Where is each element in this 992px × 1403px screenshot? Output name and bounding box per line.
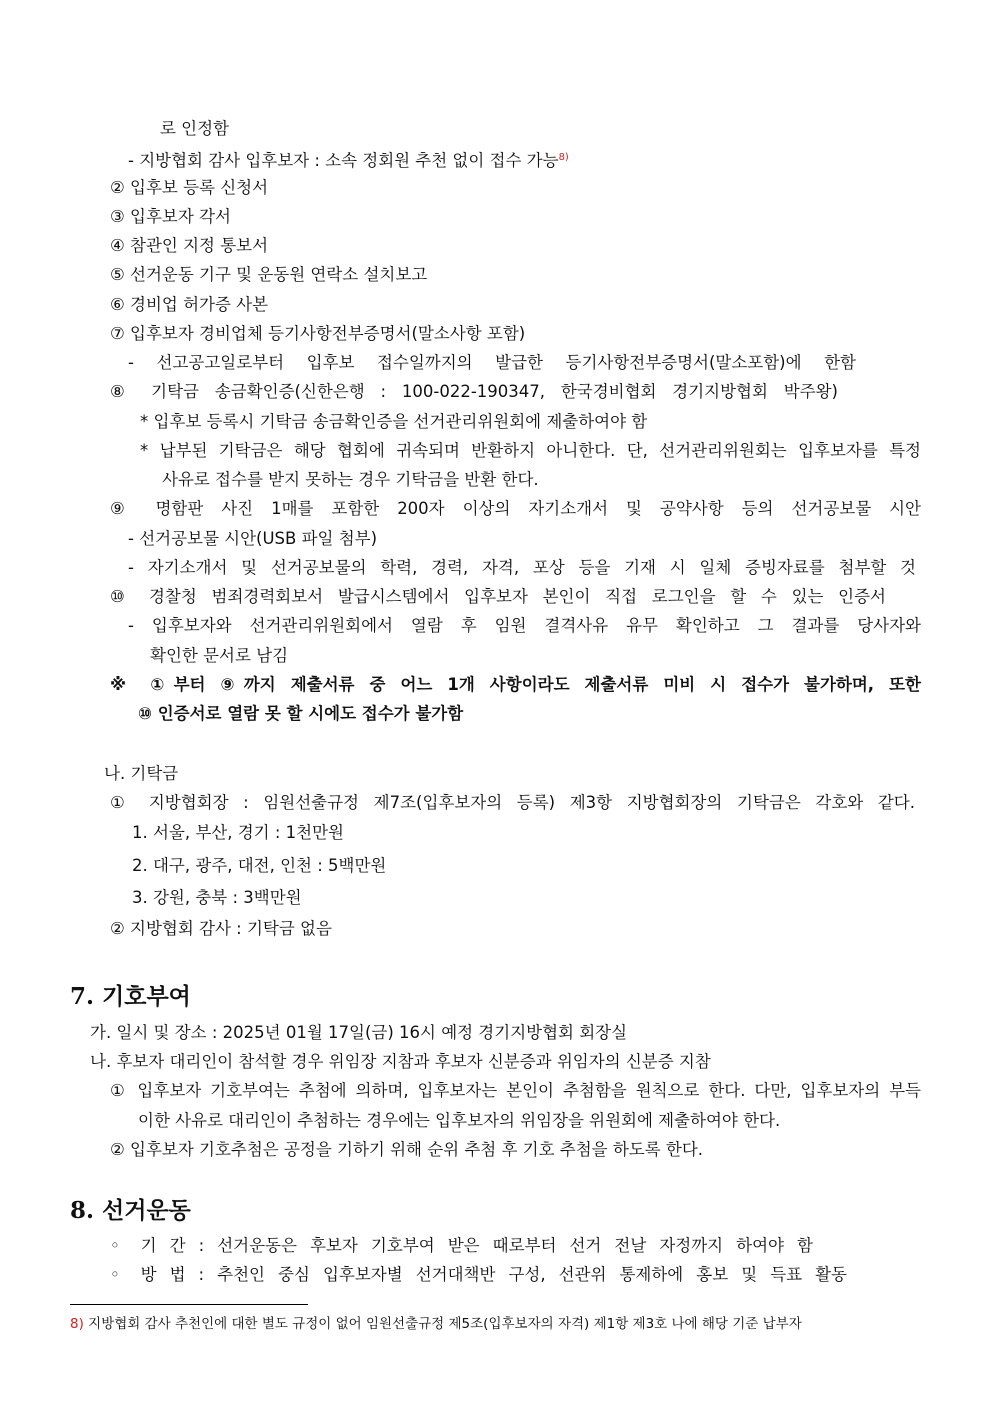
doc-item-6: ⑥ 경비업 허가증 사본 xyxy=(110,295,269,314)
doc-item-4: ④ 참관인 지정 통보서 xyxy=(110,236,269,255)
section-8-title: 8. 선거운동 xyxy=(70,1197,191,1224)
doc-line-audit-candidate xyxy=(128,147,569,172)
section-7-title: 7. 기호부여 xyxy=(70,983,191,1010)
doc-item-8-note-2: * 납부된 기탁금은 해당 협회에 귀속되며 반환하지 아니한다. 단, 선거관리위원회는 입후보자를 특정 xyxy=(140,441,921,460)
section-8-method: ◦ 방 법 : 추천인 중심 입후보자별 선거대책반 구성, 선관위 통제하에 홍보 및 득표 활동 xyxy=(110,1265,847,1284)
doc-item-9: ⑨ 명함판 사진 1매를 포함한 200자 이상의 자기소개서 및 공약사항 등의 선거공보물 시안 xyxy=(110,499,921,518)
doc-item-10-note: - 입후보자와 선거관리위원회에서 열람 후 임원 결격사유 유무 확인하고 그 결과를 당사자와 xyxy=(128,616,921,635)
doc-item-9-note-2: - 자기소개서 및 선거공보물의 학력, 경력, 자격, 포상 등을 기재 시 일체 증빙자료를 첨부할 것 xyxy=(128,558,916,577)
section-7-item-2: ② 입후보자 기호추첨은 공정을 기하기 위해 순위 추첨 후 기호 추첨을 하도록 한다. xyxy=(110,1140,704,1159)
deposit-tier-3: 3. 강원, 충북 : 3백만원 xyxy=(132,888,302,907)
doc-item-10: ⑩ 경찰청 범죄경력회보서 발급시스템에서 입후보자 본인이 직접 로그인을 할 수 있는 인증서 xyxy=(110,587,886,606)
doc-item-10-note-cont: 확인한 문서로 남김 xyxy=(150,646,289,665)
section-7-item-1-cont: 이한 사유로 대리인이 추첨하는 경우에는 입후보자의 위임장을 위원회에 제출하여야 한다. xyxy=(138,1111,781,1130)
section-7-item-1: ① 입후보자 기호부여는 추첨에 의하며, 입후보자는 본인이 추첨함을 원칙으로 한다. 다만, 입후보자의 부득 xyxy=(110,1081,921,1100)
doc-item-8-note-2-cont: 사유로 접수를 받지 못하는 경우 기탁금을 반환 한다. xyxy=(162,470,539,489)
warning-note: ※ ①부터 ⑨까지 제출서류 중 어느 1개 사항이라도 제출서류 미비 시 접수가 불가하며, 또한 xyxy=(110,675,921,694)
deposit-item-2: ② 지방협회 감사 : 기탁금 없음 xyxy=(110,919,332,938)
doc-item-7: ⑦ 입후보자 경비업체 등기사항전부증명서(말소사항 포함) xyxy=(110,324,526,343)
footnote-ref-8[interactable]: 8) xyxy=(558,152,569,163)
deposit-tier-1: 1. 서울, 부산, 경기 : 1천만원 xyxy=(132,823,344,842)
doc-line-audit-candidate-text: - 지방협회 감사 입후보자 : 소속 정회원 추천 없이 접수 가능 xyxy=(128,151,559,170)
footnote-text: 지방협회 감사 추천인에 대한 별도 규정이 없어 임원선출규정 제5조(입후보자의 자격) 제1항 제3호 나에 해당 기준 납부자 xyxy=(88,1316,802,1332)
section-8-period: ◦ 기 간 : 선거운동은 후보자 기호부여 받은 때로부터 선거 전날 자정까지 하여야 함 xyxy=(110,1236,813,1255)
doc-item-8-note-1: * 입후보 등록시 기탁금 송금확인증을 선거관리위원회에 제출하여야 함 xyxy=(140,412,648,431)
doc-item-7-note: - 선고공고일로부터 입후보 접수일까지의 발급한 등기사항전부증명서(말소포함)에 한함 xyxy=(128,353,856,372)
doc-item-9-note-1: - 선거공보물 시안(USB 파일 첨부) xyxy=(128,529,378,548)
footnote-8 xyxy=(70,1315,802,1333)
doc-line-continued: 로 인정함 xyxy=(160,119,230,138)
footnote-number: 8) xyxy=(70,1316,84,1332)
doc-item-2: ② 입후보 등록 신청서 xyxy=(110,178,269,197)
deposit-heading: 나. 기탁금 xyxy=(104,764,179,783)
section-7-line-2: 나. 후보자 대리인이 참석할 경우 위임장 지참과 후보자 신분증과 위임자의 신분증 지참 xyxy=(90,1052,711,1071)
deposit-tier-2: 2. 대구, 광주, 대전, 인천 : 5백만원 xyxy=(132,856,387,875)
doc-item-5: ⑤ 선거운동 기구 및 운동원 연락소 설치보고 xyxy=(110,265,428,284)
doc-item-8: ⑧ 기탁금 송금확인증(신한은행 : 100-022-190347, 한국경비협회 경기지방협회 박주왕) xyxy=(110,382,838,401)
section-7-line-1: 가. 일시 및 장소 : 2025년 01월 17일(금) 16시 예정 경기지방협회 회장실 xyxy=(90,1023,628,1042)
footnote-divider xyxy=(70,1304,308,1305)
doc-item-3: ③ 입후보자 각서 xyxy=(110,207,231,226)
warning-note-cont: ⑩ 인증서로 열람 못 할 시에도 접수가 불가함 xyxy=(138,704,464,723)
deposit-item-1: ① 지방협회장 : 임원선출규정 제7조(입후보자의 등록) 제3항 지방협회장의 기탁금은 각호와 같다. xyxy=(110,793,915,812)
